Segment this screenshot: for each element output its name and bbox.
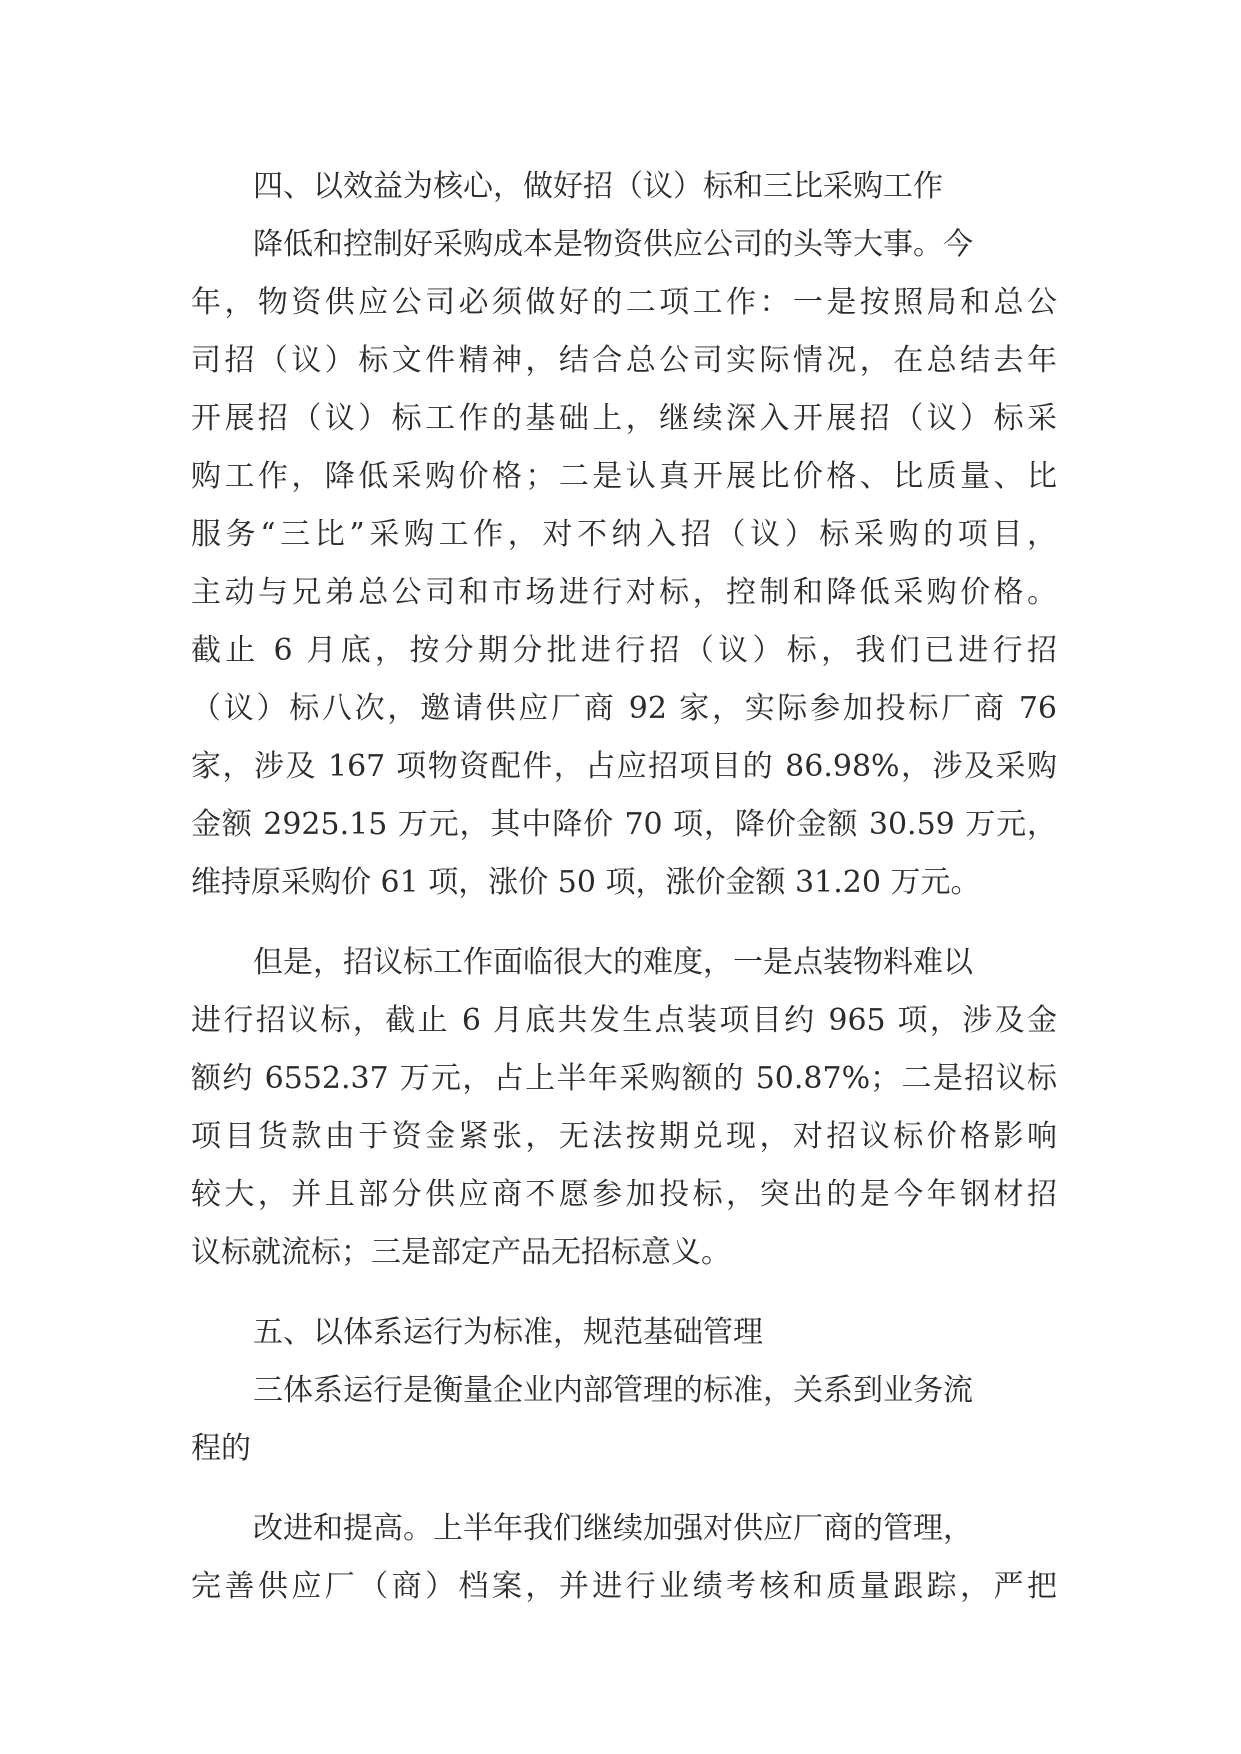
paragraph-line: 金额 2925.15 万元，其中降价 70 项，降价金额 30.59 万元， [191, 807, 1057, 842]
paragraph-line: 开展招（议）标工作的基础上，继续深入开展招（议）标采 [191, 401, 1057, 436]
paragraph-line: 较大，并且部分供应商不愿参加投标，突出的是今年钢材招 [191, 1177, 1057, 1212]
paragraph-line: 议标就流标；三是部定产品无招标意义。 [191, 1235, 731, 1270]
paragraph-line: 截止 6 月底，按分期分批进行招（议）标，我们已进行招 [191, 633, 1057, 668]
paragraph-line: 完善供应厂（商）档案，并进行业绩考核和质量跟踪，严把 [191, 1569, 1057, 1604]
paragraph-line: 维持原采购价 61 项，涨价 50 项，涨价金额 31.20 万元。 [191, 865, 981, 900]
paragraph-line: 家，涉及 167 项物资配件，占应招项目的 86.98%，涉及采购 [191, 749, 1057, 784]
paragraph-line: 改进和提高。上半年我们继续加强对供应厂商的管理， [253, 1511, 973, 1546]
paragraph-line: 但是，招议标工作面临很大的难度，一是点装物料难以 [253, 945, 973, 980]
paragraph-line: 司招（议）标文件精神，结合总公司实际情况，在总结去年 [191, 343, 1057, 378]
paragraph-line: 三体系运行是衡量企业内部管理的标准，关系到业务流 [253, 1373, 973, 1408]
paragraph-line: 购工作，降低采购价格；二是认真开展比价格、比质量、比 [191, 459, 1057, 494]
paragraph-line: （议）标八次，邀请供应厂商 92 家，实际参加投标厂商 76 [191, 691, 1057, 726]
paragraph-line: 进行招议标，截止 6 月底共发生点装项目约 965 项，涉及金 [191, 1003, 1057, 1038]
paragraph-line: 主动与兄弟总公司和市场进行对标，控制和降低采购价格。 [191, 575, 1057, 610]
paragraph-line: 项目货款由于资金紧张，无法按期兑现，对招议标价格影响 [191, 1119, 1057, 1154]
section-heading-5: 五、以体系运行为标准，规范基础管理 [253, 1315, 763, 1350]
paragraph-line: 年，物资供应公司必须做好的二项工作：一是按照局和总公 [191, 285, 1057, 320]
paragraph-line: 额约 6552.37 万元，占上半年采购额的 50.87%；二是招议标 [191, 1061, 1057, 1096]
section-heading-4: 四、以效益为核心，做好招（议）标和三比采购工作 [253, 169, 943, 204]
document-body [191, 158, 1057, 1616]
paragraph-line: 程的 [191, 1431, 251, 1466]
paragraph-line: 降低和控制好采购成本是物资供应公司的头等大事。今 [253, 227, 973, 262]
paragraph-line: 服务“三比”采购工作，对不纳入招（议）标采购的项目， [191, 517, 1057, 552]
